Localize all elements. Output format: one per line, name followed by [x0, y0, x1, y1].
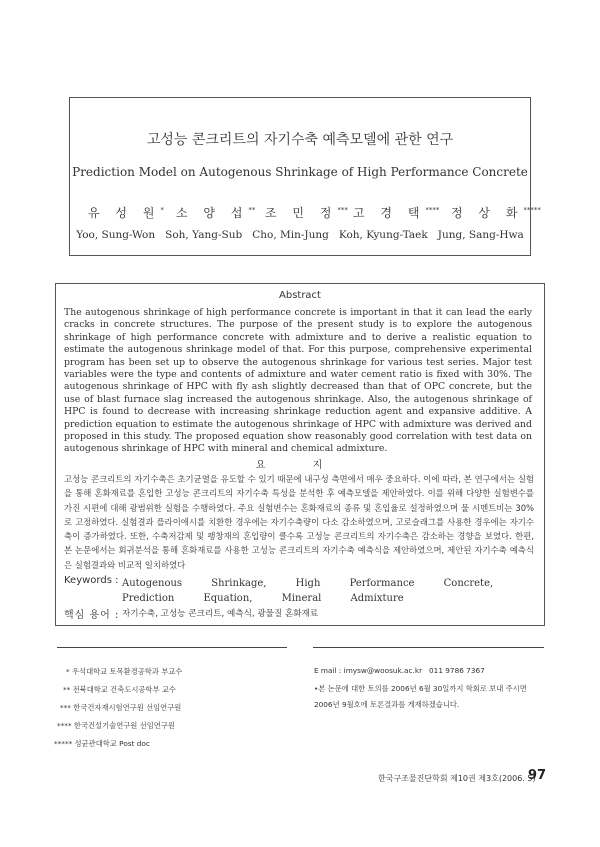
abstract-heading: Abstract	[279, 290, 321, 301]
korean-summary-text: 고성능 콘크리트의 자기수축은 초기균열을 유도할 수 있기 때문에 내구성 측면에서 매우 중요하다. 이에 따라, 본 연구에서는 실험을 통해 혼화재료를 혼입한 고성능 콘크리트의 자기수축 특성을 분석한 후 예측모델을 제안하였다. 이를 위해 다양한 실험변수를 가진 시편에 대해 광범위한 실험을 수행하였다. 주요 실험변수는 혼화재료의 종류 및 혼입율로 설정하였으며 물 시멘트비는 30%로 고정하였다. 실험결과 플라이애시를 치환한 경우에는 자기수축량이 다소 감소하였으며, 고로슬래그를 사용한 경우에는 자기수축이 증가하였다. 또한, 수축저감제 및 팽창재의 혼입량이 클수록 고성능 콘크리트의 자기수축은 감소하는 경향을 보였다. 한편, 본 논문에서는 회귀분석을 통해 혼화재료를 사용한 고성능 콘크리트의 자기수축 예측식을 제안하였으며, 제안된 자기수축 예측식은 실험결과와 비교적 일치하였다	[64, 474, 534, 570]
footnote-item: ** 전북대학교 건축도시공학부 교수	[63, 685, 176, 694]
korean-keywords-label: 핵심 용어 :	[64, 610, 120, 621]
footnote-item: **** 한국건설기술연구원 선임연구원	[57, 721, 175, 730]
author-name: 고 경 택****	[353, 206, 440, 220]
authors-english: Yoo, Sung-Won Soh, Yang-Sub Cho, Min-Jung Koh, Kyung-Taek Jung, Sang-Hwa	[76, 229, 524, 241]
keywords-label: Keywords :	[64, 575, 119, 586]
journal-info: 한국구조물진단학회 제10권 제3호(2006. 5)	[378, 774, 536, 783]
keywords-value: Autogenous Shrinkage, High Performance Concrete, Prediction Equation, Mineral Admixture	[122, 578, 494, 604]
paper-title-english: Prediction Model on Autogenous Shrinkage of High Performance Concrete	[72, 165, 528, 179]
paper-title-korean: 고성능 콘크리트의 자기수축 예측모델에 관한 연구	[146, 132, 454, 148]
abstract-text: The autogenous shrinkage of high performance concrete is important in that it can lead the early cracks in concrete structures. The purpose of the present study is to explore the autogenous shrinkage of high performance concrete with admixture and to derive a realistic equation to estimate the autogenous shrinkage model of that. For this purpose, comprehensive experimental program has been set up to observe the autogenous shrinkage for various test series. Major test variables were the type and contents of admixture and water cement ratio is fixed with 30%. The autogenous shrinkage of HPC with fly ash slightly decreased than that of OPC concrete, but the use of blast furnace slag increased the autogenous shrinkage. Also, the autogenous shrinkage of HPC is found to decrease with increasing shrinkage reduction agent and expansive additive. A prediction equation to estimate the autogenous shrinkage of HPC with admixture was derived and proposed in this study. The proposed equation show reasonably good correlation with test data on autogenous shrinkage of HPC with mineral and chemical admixture.	[64, 307, 532, 455]
author-name: 조 민 정***	[265, 206, 348, 220]
author-name: 정 상 화*****	[451, 206, 541, 220]
discussion-footnote: •본 논문에 대한 토의를 2006년 6월 30일까지 학회로 보내 주시면 2006년 9월호에 토론결과를 게재하겠습니다.	[314, 684, 527, 709]
page-number: 97	[528, 768, 547, 783]
footnote-divider-left	[57, 647, 287, 648]
email-footnote: E mail : imysw@woosuk.ac.kr 011 9786 7367	[314, 666, 485, 675]
korean-keywords-value: 자기수축, 고성능 콘크리트, 예측식, 광물질 혼화재료	[122, 609, 319, 619]
footnote-item: ***** 성균관대학교 Post doc	[54, 739, 150, 748]
footnote-divider-right	[313, 647, 544, 648]
korean-summary-heading: 요 지	[255, 460, 345, 471]
footnote-item: * 우석대학교 토목환경공학과 부교수	[66, 667, 183, 676]
author-name: 소 양 섭**	[176, 206, 256, 220]
footnote-item: *** 한국건자재시험연구원 선임연구원	[60, 703, 182, 712]
author-name: 유 성 원*	[88, 206, 164, 220]
